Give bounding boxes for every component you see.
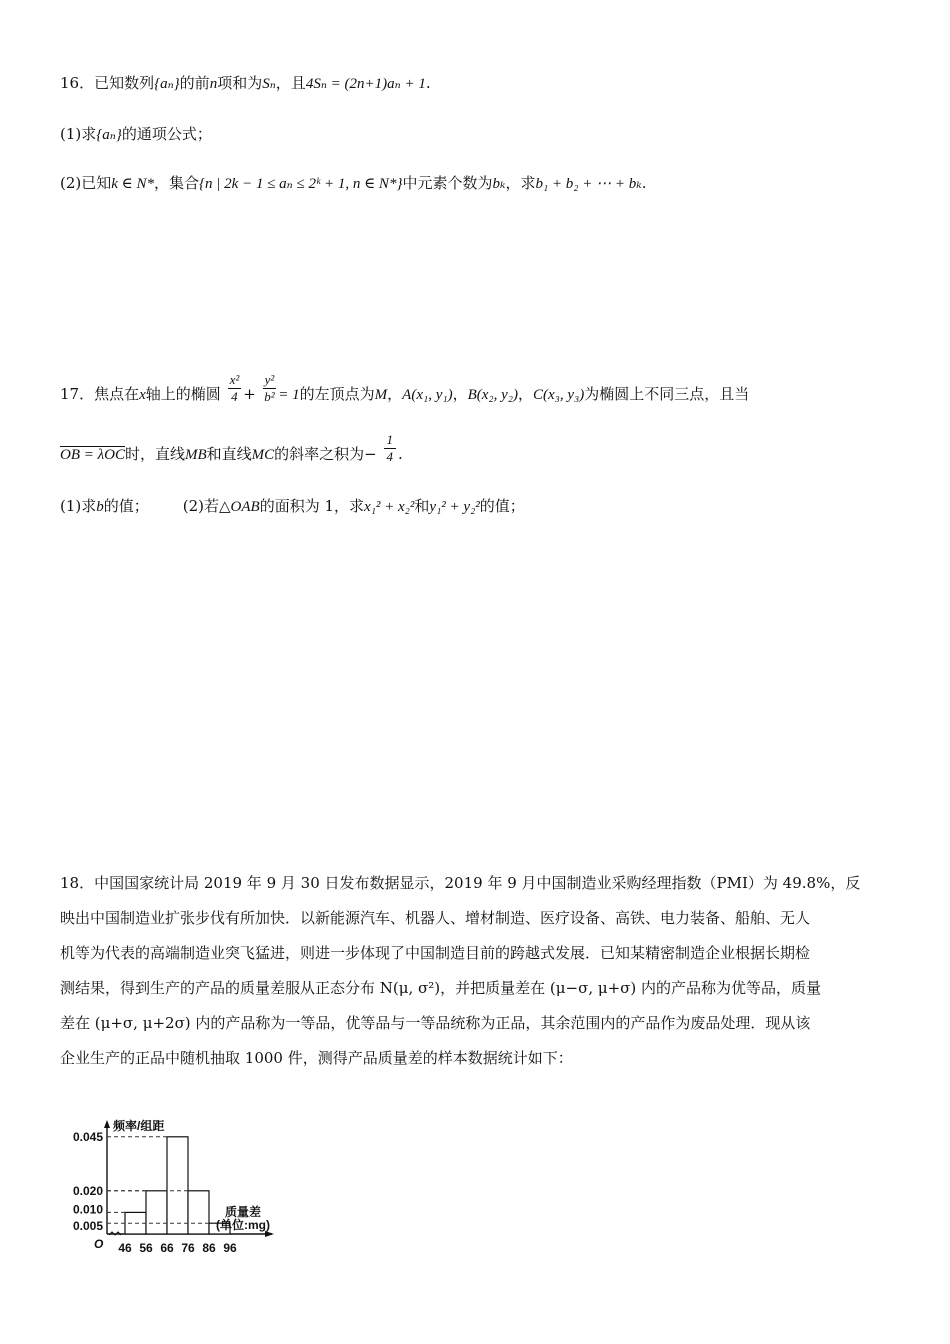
histogram-bar [167, 1137, 188, 1234]
q16-part2-text: . [641, 174, 647, 192]
x-tick-label: 46 [118, 1241, 132, 1255]
x-tick-label: 76 [181, 1241, 195, 1255]
y-tick-label: 0.045 [72, 1129, 103, 1144]
fraction-denominator: 4 [231, 388, 238, 404]
q17-part1-text: 的值； [103, 497, 149, 515]
q17-stem-line2 [60, 432, 403, 478]
x-tick-label: 66 [160, 1241, 174, 1255]
triangle-OAB: △OAB [219, 499, 260, 515]
y-axis-label: 频率/组距 [113, 1119, 165, 1133]
sum-x-squares: x₁² + x₂² [364, 499, 415, 515]
point-C: C(x₃, y₃) [533, 387, 585, 403]
q16-part2-text: ，集合 [154, 174, 200, 192]
q17-stem-text: 时，直线 [124, 445, 185, 463]
fraction-y2-b2 [263, 372, 277, 404]
q17-stem-text: . [398, 445, 403, 463]
var-b: b [96, 499, 104, 515]
q16-part1-text: (1)求 [60, 125, 97, 143]
var-x: x [139, 387, 146, 403]
fraction-one-quarter [384, 432, 397, 464]
sum-y-squares: y₁² + y₂² [429, 499, 480, 515]
sum-bk: b₁ + b₂ + ⋯ + bₖ [535, 176, 642, 192]
var-n: n [209, 76, 218, 92]
q18-line: 差在 (μ+σ, μ+2σ) 内的产品称为一等品，优等品与一等品统称为正品，其余范围内的产品作为废品处理．现从该 [60, 1014, 811, 1032]
fraction-x2-4 [228, 372, 242, 404]
q18-text [60, 866, 892, 1076]
q16-equation: 4Sₙ = (2n+1)aₙ + 1 [305, 76, 426, 92]
q16-part2-text: ，求 [505, 174, 536, 192]
q18-line: 测结果，得到生产的产品的质量差服从正态分布 N(μ, σ²)，并把质量差在 (μ−σ, μ+σ) 内的产品称为优等品，质量 [60, 979, 822, 997]
q18-line: 映出中国制造业扩张步伐有所加快．以新能源汽车、机器人、增材制造、医疗设备、高铁、电力装备、船舶、无人 [60, 909, 811, 927]
q17-stem-text: 的左顶点为 [299, 385, 375, 403]
q17-parts [60, 497, 525, 516]
y-axis-arrow [104, 1120, 110, 1128]
q18-line: 18．中国国家统计局 2019 年 9 月 30 日发布数据显示，2019 年 9 月中国制造业采购经理指数（PMI）为 49.8%，反 [60, 874, 861, 892]
q16-part2-text: (2)已知 [60, 174, 112, 192]
k-in-N: k ∈ N* [111, 176, 155, 192]
q17-stem-text: 轴上的椭圆 [145, 385, 221, 403]
q16-part1-text: 的通项公式； [121, 125, 212, 143]
x-axis-label: 质量差 [224, 1205, 262, 1219]
sequence-an: {aₙ} [96, 127, 122, 143]
histogram-bar [146, 1191, 167, 1234]
fraction-numerator: y² [264, 372, 275, 387]
origin-label: O [94, 1237, 104, 1251]
q18-line: 机等为代表的高端制造业突飞猛进，则进一步体现了中国制造目前的跨越式发展．已知某精密制造企业根据长期检 [60, 944, 811, 962]
q16-stem-text: . [425, 74, 431, 92]
fraction-denominator: b² [264, 388, 275, 404]
q17-part2-text: (2)若 [182, 497, 220, 515]
y-tick-label: 0.020 [72, 1183, 103, 1198]
line-MC: MC [251, 447, 275, 463]
point-B: B(x₂, y₂) [467, 387, 518, 403]
q16-stem [60, 74, 431, 93]
point-M: M [374, 387, 388, 403]
line-MB: MB [184, 447, 207, 463]
fraction-numerator: x² [229, 372, 240, 387]
x-axis-unit: (单位:mg) [216, 1218, 270, 1232]
q17-part2-text: 的面积为 1，求 [259, 497, 365, 515]
fraction-numerator: 1 [384, 432, 397, 449]
sum-Sn: Sₙ [262, 76, 276, 92]
sequence-an: {aₙ} [154, 76, 180, 92]
q16-part1 [60, 125, 212, 144]
q17-part1-text: (1)求 [60, 497, 97, 515]
q17-stem: 17．焦点在x轴上的椭圆 $\frac{\text{x²}}{4}$ + $\frac{\text{y²}}{\text{b²}}$ = 1的左顶点为M，A(x₁, y₁)，B(x₂, y₂)，C(x₃, y₃)为椭圆上不同三点，且当 [60, 372, 750, 404]
histogram-chart [60, 1118, 330, 1268]
minus-sign: − [364, 445, 377, 463]
q17-stem-text: 为椭圆上不同三点，且当 [584, 385, 750, 403]
var-bk: bₖ [492, 176, 506, 192]
x-tick-label: 86 [202, 1241, 216, 1255]
q16-stem-text: ，且 [275, 74, 306, 92]
q16-stem-text: 的前 [179, 74, 210, 92]
y-tick-label: 0.010 [72, 1202, 103, 1217]
q18-line: 企业生产的正品中随机抽取 1000 件，测得产品质量差的样本数据统计如下： [60, 1049, 573, 1067]
y-tick-label: 0.005 [72, 1219, 103, 1234]
q16-stem-text: 16．已知数列 [60, 74, 155, 92]
vector-relation: OB = λOC [60, 447, 125, 463]
q17-part2-text: 的值； [479, 497, 525, 515]
q17-part2-text: 和 [414, 497, 430, 515]
fraction-denominator: 4 [386, 448, 394, 464]
histogram-bar [188, 1191, 209, 1234]
q16-part2 [60, 174, 647, 193]
q16-part2-text: 中元素个数为 [402, 174, 493, 192]
set-expression: {n | 2k − 1 ≤ aₙ ≤ 2ᵏ + 1, n ∈ N*} [199, 176, 403, 192]
x-tick-label: 96 [223, 1241, 237, 1255]
x-tick-label: 56 [139, 1241, 153, 1255]
q16-stem-text: 项和为 [217, 74, 263, 92]
equals-one: = 1 [278, 387, 300, 403]
q17-stem-text: 17．焦点在 [60, 385, 140, 403]
q17-stem-text: 的斜率之积为 [274, 445, 365, 463]
q17-stem-text: 和直线 [206, 445, 252, 463]
point-A: A(x₁, y₁) [402, 387, 453, 403]
